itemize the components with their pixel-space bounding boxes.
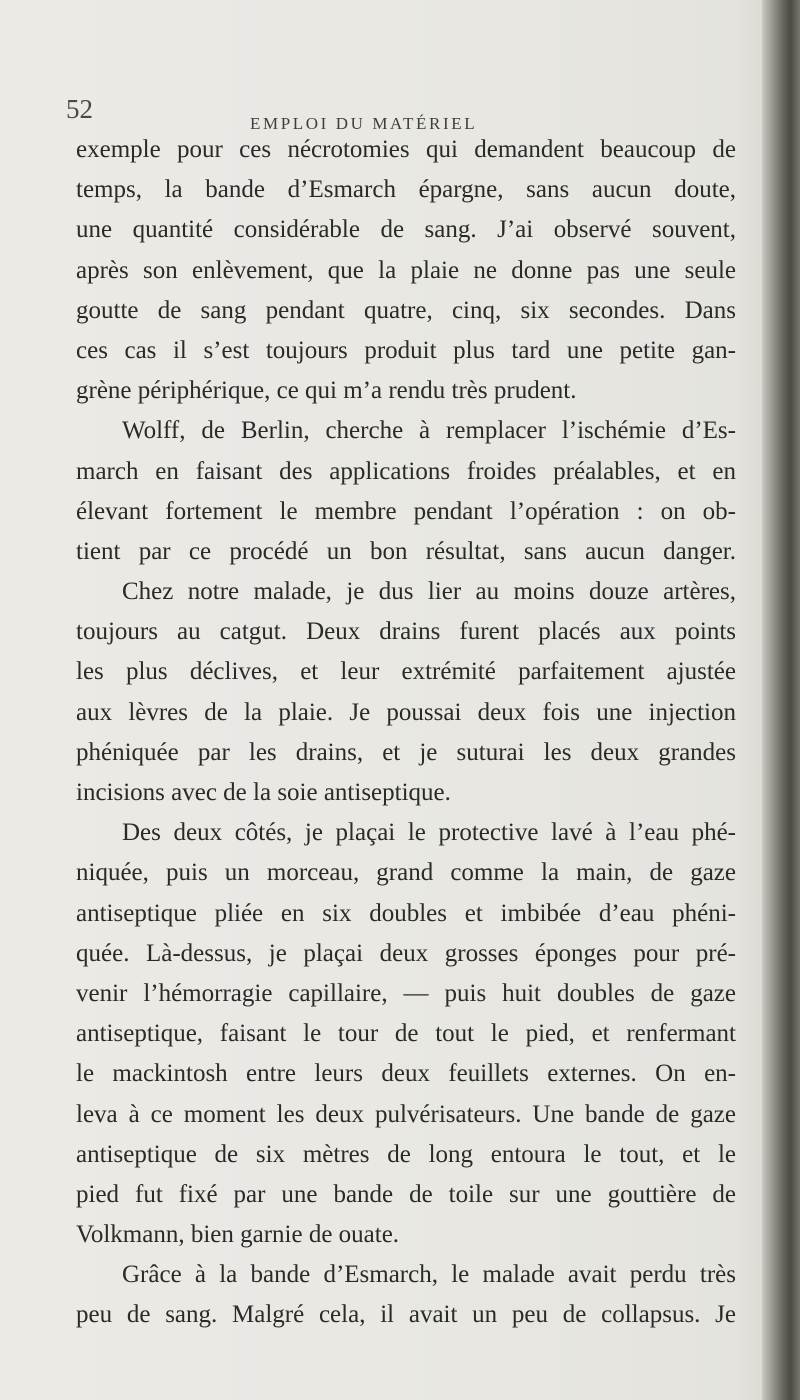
text-line: antiseptique, faisant le tour de tout le pied, et renfermant: [76, 1020, 736, 1048]
page-binding-edge: [762, 0, 800, 1400]
text-line: après son enlèvement, que la plaie ne donne pas une seule: [76, 256, 736, 284]
text-line: phéniquée par les drains, et je suturai les deux grandes: [76, 738, 736, 766]
text-line: les plus déclives, et leur extrémité parfaitement ajustée: [76, 658, 736, 686]
text-line: tient par ce procédé un bon résultat, sans aucun danger.: [76, 537, 736, 565]
text-line: aux lèvres de la plaie. Je poussai deux fois une injection: [76, 698, 736, 726]
text-line: antiseptique pliée en six doubles et imbibée d’eau phéni-: [76, 899, 736, 927]
text-line: Chez notre malade, je dus lier au moins douze artères,: [122, 578, 736, 606]
page-number: 52: [66, 94, 93, 124]
text-line: élevant fortement le membre pendant l’opération : on ob-: [76, 497, 736, 525]
text-line: Des deux côtés, je plaçai le protective lavé à l’eau phé-: [122, 819, 736, 847]
text-line: le mackintosh entre leurs deux feuillets externes. On en-: [76, 1060, 736, 1088]
text-line: Wolff, de Berlin, cherche à remplacer l’ischémie d’Es-: [122, 417, 736, 445]
body-text: [76, 130, 736, 1336]
text-line: toujours au catgut. Deux drains furent placés aux points: [76, 618, 736, 646]
text-line: antiseptique de six mètres de long entoura le tout, et le: [76, 1140, 736, 1168]
text-line: temps, la bande d’Esmarch épargne, sans aucun doute,: [76, 176, 736, 204]
text-line: goutte de sang pendant quatre, cinq, six secondes. Dans: [76, 296, 736, 324]
text-line: Volkmann, bien garnie de ouate.: [76, 1221, 400, 1249]
text-line: quée. Là-dessus, je plaçai deux grosses éponges pour pré-: [76, 939, 736, 967]
text-line: niquée, puis un morceau, grand comme la main, de gaze: [76, 859, 736, 887]
text-line: exemple pour ces nécrotomies qui demandent beaucoup de: [76, 136, 736, 163]
text-line: peu de sang. Malgré cela, il avait un peu de collapsus. Je: [76, 1301, 736, 1329]
page-header: [0, 94, 800, 134]
text-line: une quantité considérable de sang. J’ai observé souvent,: [76, 216, 736, 244]
text-line: ces cas il s’est toujours produit plus tard une petite gan-: [76, 336, 736, 364]
text-line: leva à ce moment les deux pulvérisateurs. Une bande de gaze: [76, 1100, 736, 1128]
text-line: incisions avec de la soie antiseptique.: [76, 779, 451, 806]
running-head: EMPLOI DU MATÉRIEL: [250, 114, 478, 133]
text-line: venir l’hémorragie capillaire, — puis huit doubles de gaze: [76, 979, 736, 1007]
text-line: pied fut fixé par une bande de toile sur une gouttière de: [76, 1180, 736, 1208]
text-line: grène périphérique, ce qui m’a rendu très prudent.: [76, 377, 577, 405]
text-line: Grâce à la bande d’Esmarch, le malade avait perdu très: [122, 1261, 736, 1289]
text-line: march en faisant des applications froides préalables, et en: [76, 457, 736, 485]
